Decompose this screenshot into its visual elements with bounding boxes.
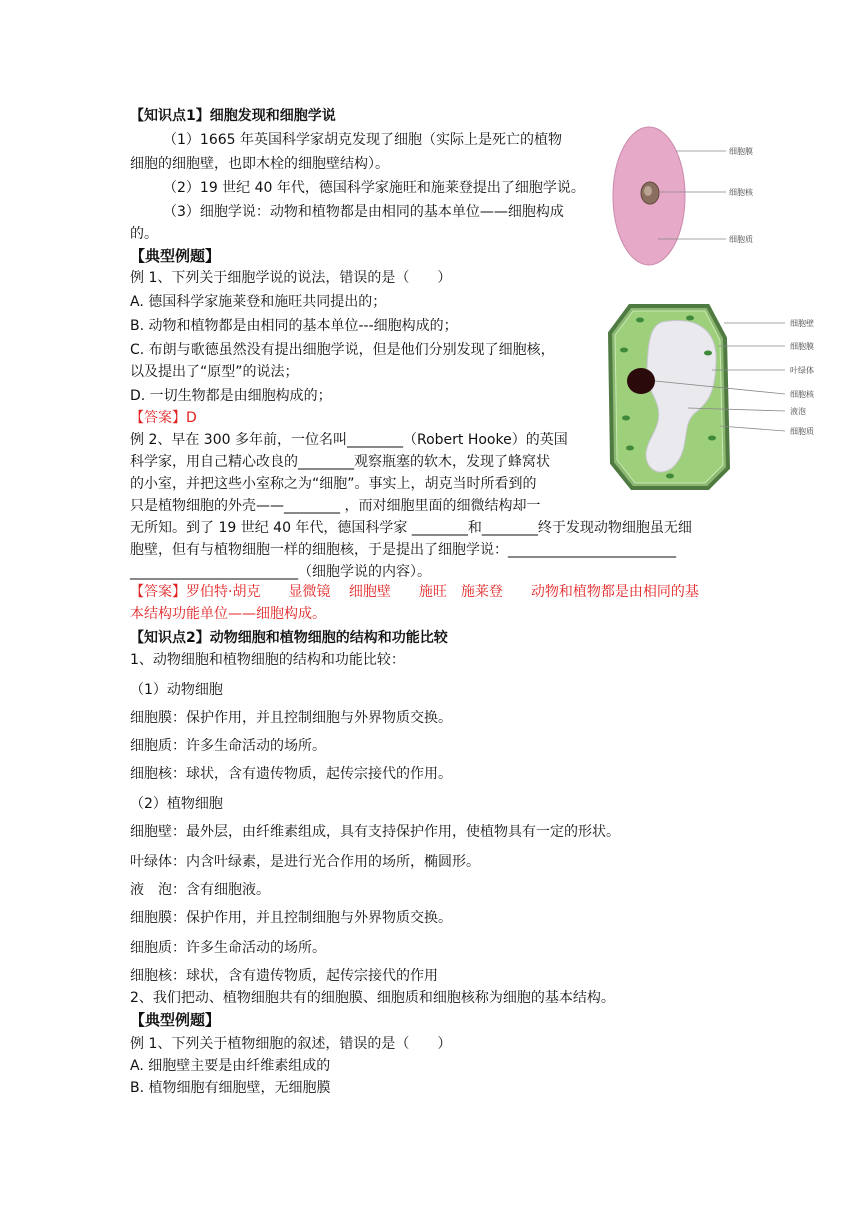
para-3: （3）细胞学说：动物和植物都是由相同的基本单位——细胞构成 — [163, 204, 564, 220]
answer-label: 【答案】 — [130, 410, 186, 426]
plant-nucleus — [627, 368, 655, 394]
answer-2-cont: 本结构功能单位——细胞构成。 — [130, 606, 326, 622]
animal-label-membrane: 细胞膜 — [729, 147, 753, 156]
q1-option-b: B. 动物和植物都是由相同的基本单位---细胞构成的； — [130, 318, 458, 334]
plant-label-wall: 细胞壁 — [790, 319, 814, 328]
q1-option-c: C. 布朗与歌德虽然没有提出细胞学说，但是他们分别发现了细胞核， — [130, 342, 555, 358]
plant-item: 液 泡：含有细胞液。 — [130, 882, 270, 898]
para-2: （2）19 世纪 40 年代，德国科学家施旺和施莱登提出了细胞学说。 — [163, 180, 585, 196]
kp-label: 知识点 — [144, 108, 186, 124]
q1-option-a: A. 德国科学家施莱登和施旺共同提出的； — [130, 294, 387, 310]
knowledge-point-1-heading — [130, 106, 336, 126]
q1-option-d: D. 一切生物都是由细胞构成的； — [130, 388, 332, 404]
answer-label: 【答案】 — [130, 584, 186, 600]
plant-label-membrane: 细胞膜 — [790, 342, 814, 351]
question-3: 例 1、下列关于植物细胞的叙述，错误的是（ ） — [130, 1036, 452, 1052]
kp-title: 动物细胞和植物细胞的结构和功能比较 — [209, 630, 448, 646]
question-2-line-3: 的小室，并把这些小室称之为“细胞”。事实上，胡克当时所看到的 — [130, 476, 537, 492]
plant-item: 叶绿体：内含叶绿素，是进行光合作用的场所，椭圆形。 — [130, 854, 480, 870]
plant-label-nucleus: 细胞核 — [790, 390, 814, 399]
animal-label-nucleus: 细胞核 — [729, 188, 753, 197]
animal-item: 细胞核：球状，含有遗传物质，起传宗接代的作用。 — [130, 766, 452, 782]
knowledge-point-2-heading — [130, 628, 448, 648]
plant-item: 细胞核：球状，含有遗传物质，起传宗接代的作用 — [130, 968, 438, 984]
bracket-close: 】 — [195, 108, 210, 124]
answer-1 — [130, 408, 197, 428]
para-1: （1）1665 年英国科学家胡克发现了细胞（实际上是死亡的植物 — [163, 132, 562, 148]
question-1: 例 1、下列关于细胞学说的说法，错误的是（ ） — [130, 270, 452, 286]
para-1-cont: 细胞的细胞壁，也即木栓的细胞壁结构）。 — [130, 156, 389, 172]
animal-item: 细胞膜：保护作用，并且控制细胞与外界物质交换。 — [130, 710, 452, 726]
animal-cell-figure — [606, 125, 786, 270]
plant-cell-heading: （2）植物细胞 — [130, 796, 223, 812]
example-heading-1: 【典型例题】 — [130, 247, 221, 265]
kp-label: 知识点 — [144, 630, 186, 646]
answer-value: D — [186, 410, 197, 426]
plant-label-vacuole: 液泡 — [790, 407, 806, 416]
question-2-line-5: 无所知。到了 19 世纪 40 年代，德国科学家 ________和________终于发现动物细胞虽无细 — [130, 520, 692, 536]
question-2-line-6: 胞壁，但有与植物细胞一样的细胞核，于是提出了细胞学说：________________________ — [130, 542, 676, 558]
animal-cell-heading: （1）动物细胞 — [130, 682, 223, 698]
bracket-open: 【 — [130, 108, 144, 124]
q3-option-a: A. 细胞壁主要是由纤维素组成的 — [130, 1058, 331, 1074]
question-2-line-2: 科学家，用自己精心改良的________观察瓶塞的软木，发现了蜂窝状 — [130, 454, 550, 470]
answer-2 — [130, 582, 699, 602]
plant-item: 细胞膜：保护作用，并且控制细胞与外界物质交换。 — [130, 910, 452, 926]
bracket-open: 【 — [130, 630, 144, 646]
animal-item: 细胞质：许多生命活动的场所。 — [130, 738, 326, 754]
q3-option-b: B. 植物细胞有细胞壁，无细胞膜 — [130, 1080, 331, 1096]
bracket-close: 】 — [195, 630, 210, 646]
animal-label-cytoplasm: 细胞质 — [729, 235, 753, 244]
plant-item: 细胞壁：最外层，由纤维素组成，具有支持保护作用，使植物具有一定的形状。 — [130, 824, 620, 840]
question-2-line-7: ________________________（细胞学说的内容）。 — [130, 564, 431, 580]
question-2-line-4: 只是植物细胞的外壳——________ ，而对细胞里面的细微结构却一 — [130, 498, 541, 514]
plant-label-chloroplast: 叶绿体 — [790, 366, 814, 375]
kp2-item-2: 2、我们把动、植物细胞共有的细胞膜、细胞质和细胞核称为细胞的基本结构。 — [130, 990, 615, 1006]
plant-label-cytoplasm: 细胞质 — [790, 427, 814, 436]
para-3-cont: 的。 — [130, 226, 158, 242]
q1-option-c-cont: 以及提出了“原型”的说法； — [130, 364, 299, 380]
plant-cell-figure — [600, 298, 830, 496]
answer-line-1: 罗伯特·胡克 显微镜 细胞壁 施旺 施莱登 动物和植物都是由相同的基 — [186, 584, 699, 600]
kp2-item-1: 1、动物细胞和植物细胞的结构和功能比较： — [130, 652, 405, 668]
example-heading-2: 【典型例题】 — [130, 1011, 221, 1029]
kp-number: 1 — [186, 108, 196, 124]
kp-number: 2 — [186, 630, 196, 646]
plant-item: 细胞质：许多生命活动的场所。 — [130, 940, 326, 956]
kp-title: 细胞发现和细胞学说 — [209, 108, 336, 124]
question-2-line-1: 例 2、早在 300 多年前，一位名叫________（Robert Hooke）的英国 — [130, 432, 568, 448]
